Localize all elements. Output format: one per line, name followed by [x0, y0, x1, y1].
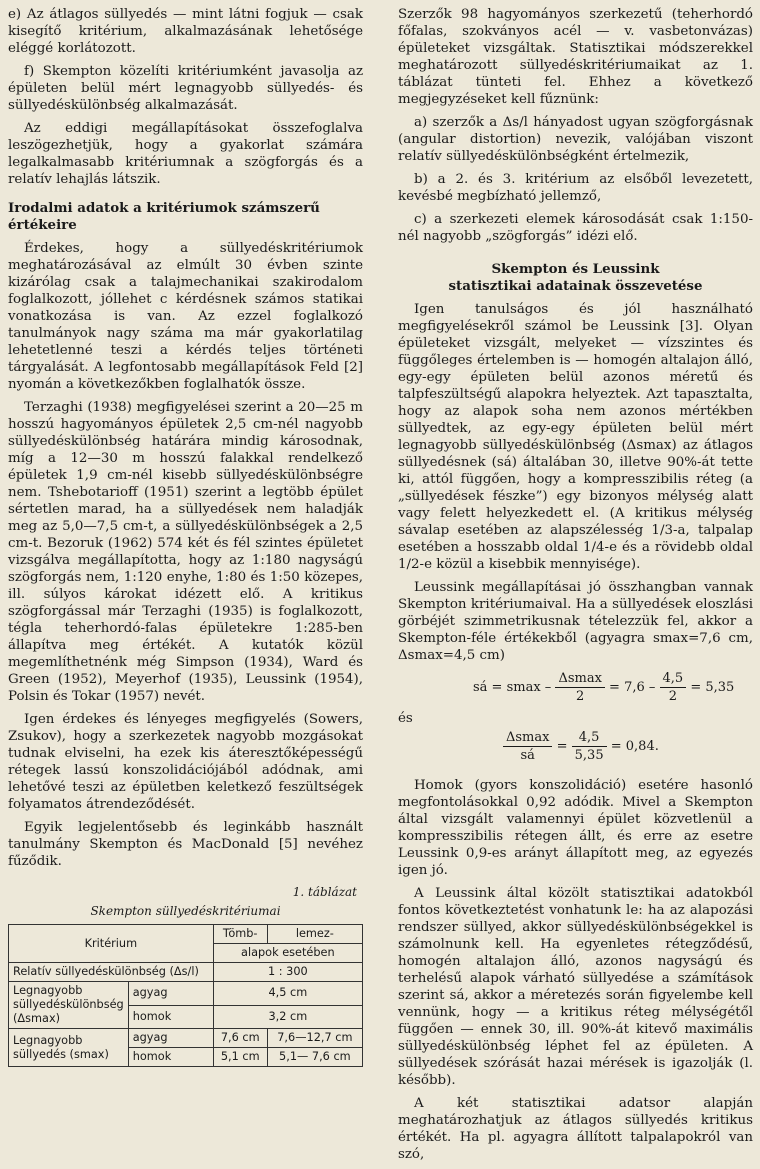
header-alapok: alapok esetében — [213, 944, 362, 963]
paragraph-summary: Az eddigi megállapításokat összefoglalva leszögezhetjük, hogy a gyakorlat számára legalkalmasabb kritériumnak a szögforgás és a relatív lehajlás látszik. — [8, 121, 363, 187]
row3-sub2: homok — [128, 1048, 213, 1067]
conjunction: és — [398, 711, 413, 726]
section-heading: Irodalmi adatok a kritériumok számszerű értékeire — [8, 200, 320, 233]
paragraph-terzaghi: Terzaghi (1938) megfigyelései szerint a 20—25 m hosszú hagyományos épületek 2,5 cm-nél nagyobb süllyedéskülönbség határára mindig károsodnak, míg a 12—30 m hosszú falakkal rendelkező épületek 1,9 cm-nél kisebb süllyedéskülönbségre nem. Tshebotarioff (1951) szerint a legtöbb épület sértetlen marad, ha a süllyedések nem haladják meg az 5,0—7,5 cm-t, a süllyedéskülönbségek a 2,5 cm-t. Bezoruk (1962) 574 két és fél szintes épületet vizsgálva megállapította, hogy az 1:180 nagyságú szögforgás nem, 1:120 enyhe, 1:80 és 1:50 közepes, ill. súlyos károkat idézett elő. A kritikus szögforgással már Terzaghi (1935) is foglalkozott, tégla teherhordó-falas épületekre 1:285-ben állapítva meg értékét. A kutatók közül megemlíthetnénk még Simpson (1934), Ward és Green (1952), Meyerhof (1935), Leussink (1954), Polsin és Tokar (1957) nevét. — [8, 400, 363, 704]
row2-val2: 3,2 cm — [213, 1005, 362, 1029]
row3-sub1: agyag — [128, 1029, 213, 1048]
formula2-denominator: sá — [520, 748, 535, 763]
criteria-table — [8, 924, 363, 1067]
paragraph-intro: Érdekes, hogy a süllyedéskritériumok meghatározásával az elmúlt 30 évben szinte kizárólag csak a talajmechanikai szakirodalom foglalkozott, jóllehet c kérdésnek számos statikai vonatkozása is van. Az ezzel foglalkozó tanulmányok nagy száma ma már gyakorlatilag lehetetlenné teszi a kérdés teljes történeti tárgyalását. A legfontosabb megállapítások Feld [2] nyomán a következőkben foglalhatók össze. — [8, 241, 363, 392]
formula1-mid: = 7,6 – — [609, 680, 656, 695]
formula1-fraction2 — [660, 670, 687, 705]
row1-value: 1 : 300 — [213, 963, 362, 982]
row1-label: Relatív süllyedéskülönbség (Δs/l) — [9, 963, 214, 982]
paragraph-e: e) Az átlagos süllyedés — mint látni fogjuk — csak kisegítő kritérium, alkalmazásának lehetősége eléggé korlátozott. — [8, 7, 363, 56]
formula1-numerator2: 4,5 — [660, 670, 687, 688]
paragraph-observation: Igen érdekes és lényeges megfigyelés (Sowers, Zsukov), hogy a szerkezetek nagyobb mozgásokat tudnak elviselni, ha ezek kis áteresztőképességű rétegek lassú konszolidációjából adódnak, ami lehetővé teszi az épületben keletkező feszültségek folyamatos átrendeződését. — [8, 712, 363, 812]
paragraph-sand: Homok (gyors konszolidáció) esetére hasonló megfontolásokkal 0,92 adódik. Mivel a Skempton által vizsgált valamennyi épület közvetlenül a kompresszibilis rétegen állt, és erre az esetre Leussink 0,9-es arányt állapított meg, az egyezés igen jó. — [398, 778, 753, 878]
formula2-denominator2: 5,35 — [574, 748, 604, 763]
paragraph-critical-value: A két statisztikai adatsor alapján meghatározhatjuk az átlagos süllyedés kritikus értékét. Ha pl. agyagra állított talpalapokról van szó, — [398, 1096, 753, 1162]
note-a: a) szerzők a Δs/l hányadost ugyan szögforgásnak (angular distortion) nevezik, valójában viszont relatív süllyedéskülönbségként értelmezik, — [398, 115, 753, 164]
formula2-numerator2: 4,5 — [572, 729, 607, 747]
row2-sub2: homok — [128, 1005, 213, 1029]
table-row — [9, 982, 363, 1006]
formula1-numerator: Δsmax — [555, 670, 604, 688]
left-column — [8, 6, 363, 1067]
paragraph-leussink: Igen tanulságos és jól használható megfigyelésekről számol be Leussink [3]. Olyan épületeket vizsgált, melyeket — vízszintes és függőleges értelemben is — homogén altalajon álló, egy-egy épületen belül azonos méretű és talpfeszültségű alapokra helyeztek. Azt tapasztalta, hogy az alapok soha nem azonos mértékben süllyedtek, az egy-egy épületen belül mért legnagyobb süllyedéskülönbség (Δsmax) az átlagos süllyedésnek (sá) általában 30, illetve 90%-át tette ki, attól függően, hogy a kompresszibilis réteg (a „süllyedések fészke”) egy bizonyos mélység alatt vagy felett helyezkedett el. (A kritikus mélység sávalap esetében az alapszélesség 1/3-a, talpalap esetében a hosszabb oldal 1/4-e és a rövidebb oldal 1/2-e közül a kisebbik mennyisége). — [398, 302, 753, 572]
header-criterion: Kritérium — [9, 925, 214, 963]
formula1-denominator2: 2 — [668, 689, 678, 704]
formula1-denominator: 2 — [576, 689, 585, 704]
formula2-numerator: Δsmax — [503, 729, 552, 747]
row3-a2: 5,1 cm — [213, 1048, 267, 1067]
formula-ratio: $\frac{\Delta smax}{sá}$ = $\frac{4,5}{5,35}$ = 0,84. — [398, 733, 753, 771]
paragraph-f: f) Skempton közelíti kritériumként javasolja az épületen belül mért legnagyobb süllyedés- és süllyedéskülönbség alkalmazását. — [8, 64, 363, 113]
row3-a1: 7,6 cm — [213, 1029, 267, 1048]
paragraph-skempton: Egyik legjelentősebb és leginkább használt tanulmány Skempton és MacDonald [5] nevéhez fűződik. — [8, 820, 363, 869]
row2-val1: 4,5 cm — [213, 982, 362, 1006]
formula1-lhs: sá = smax – — [473, 680, 552, 695]
subsection-heading — [398, 261, 753, 295]
formula2-fraction2 — [572, 729, 607, 764]
row3-b2: 5,1— 7,6 cm — [267, 1048, 362, 1067]
row2-sub1: agyag — [128, 982, 213, 1006]
paragraph-conclusion: A Leussink által közölt statisztikai adatokból fontos következtetést vonhatunk le: ha az alapozási rendszer süllyed, akkor süllyedéskülönbségekkel is számolnunk kell. Ha egyenletes rétegződésű, homogén altalajon álló, azonos nagyságú és terhelésű alapok várható süllyedése a számítások szerint sá, akkor a méretezés során figyelembe kell vennünk, hogy — a kritikus réteg mélységétől függően — ennek 30, ill. 90%-át kitevő maximális süllyedéskülönbség léphet fel az épületen. A süllyedések szórását hazai mérések is igazolják (l. később). — [398, 886, 753, 1088]
table-row — [9, 1029, 363, 1048]
table-header-row — [9, 925, 363, 944]
right-column — [398, 6, 753, 1169]
note-b: b) a 2. és 3. kritérium az elsőből levezetett, kevésbé megbízható jellemző, — [398, 172, 753, 204]
table-row — [9, 963, 363, 982]
note-c: c) a szerkezeti elemek károsodását csak 1:150-nél nagyobb „szögforgás” idézi elő. — [398, 212, 753, 244]
paragraph-authors: Szerzők 98 hagyományos szerkezetű (teherhordó főfalas, szokványos acél — v. vasbetonvázas) épületeket vizsgáltak. Statisztikai módszerekkel meghatározott süllyedéskritériumaikat az 1. táblázat tünteti fel. Ehhez a következő megjegyzéseket kell fűznünk: — [398, 7, 753, 107]
formula2-fraction — [503, 729, 552, 764]
row3-label: Legnagyobb süllyedés (smax) — [9, 1029, 129, 1067]
header-tomb: Tömb- — [213, 925, 267, 944]
row2-label: Legnagyobb süllyedéskülönbség (Δsmax) — [9, 982, 129, 1029]
subsection-heading-line1: Skempton és Leussink — [491, 261, 660, 277]
formula-average-settlement — [398, 670, 753, 704]
formula1-fraction — [555, 670, 604, 705]
formula2-result: = 0,84. — [610, 739, 659, 754]
paragraph-agreement: Leussink megállapításai jó összhangban vannak Skempton kritériumaival. Ha a süllyedések eloszlási görbéjét szimmetrikusnak tételezzük fel, akkor a Skempton-féle értékekből (agyagra smax=7,6 cm, Δsmax=4,5 cm) — [398, 580, 753, 663]
subsection-heading-line2: statisztikai adatainak összevetése — [448, 278, 703, 294]
table-title: Skempton süllyedéskritériumai — [90, 904, 281, 918]
row3-b1: 7,6—12,7 cm — [267, 1029, 362, 1048]
table-caption: 1. táblázat — [292, 885, 357, 899]
header-lemez: lemez- — [267, 925, 362, 944]
formula1-result: = 5,35 — [690, 680, 735, 695]
